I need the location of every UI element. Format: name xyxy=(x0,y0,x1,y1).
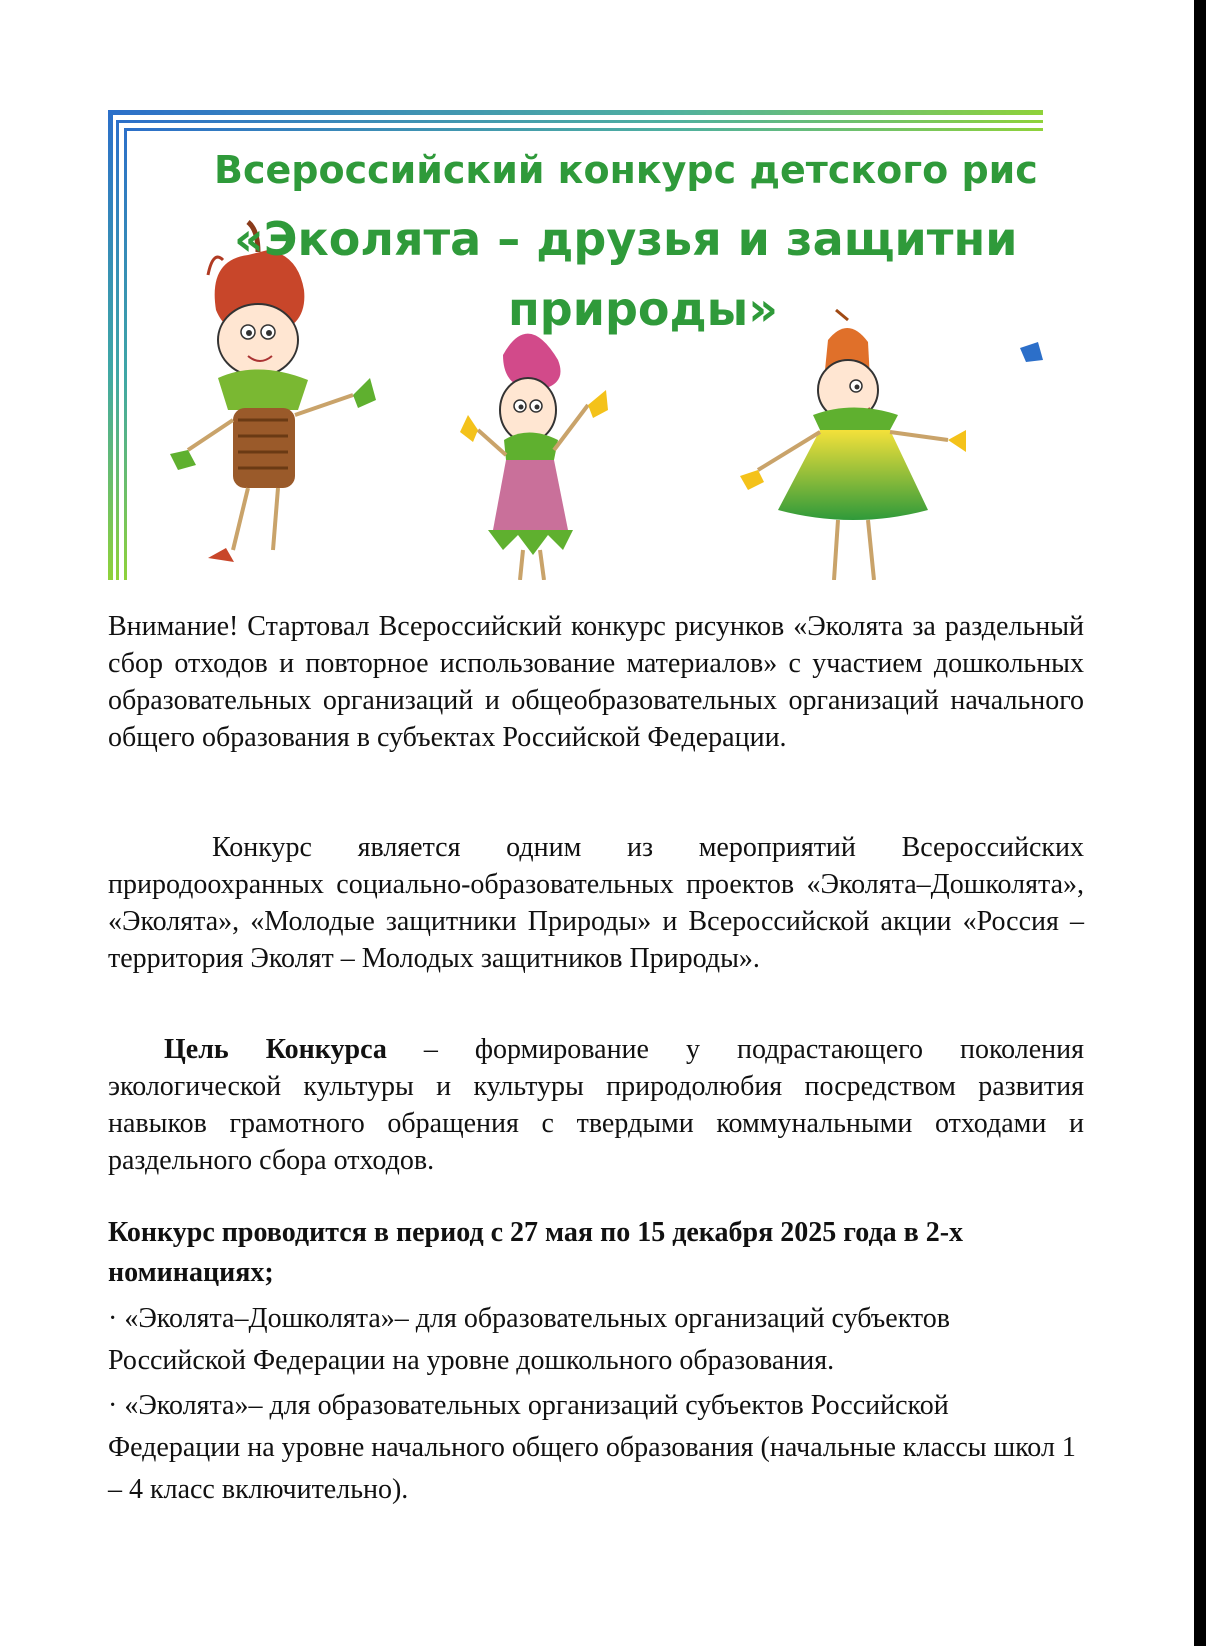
acorn-character-illustration xyxy=(170,222,376,562)
goal-label: Цель Конкурса xyxy=(164,1034,387,1065)
nomination-item-school: · «Эколята»– для образовательных организаций субъектов Российской Федерации на уровне начального общего образования (начальные классы школ 1 – 4 класс включительно). xyxy=(108,1390,1076,1505)
goal-text: – формирование у подрастающего поколения экологической культуры и культуры природолюбия посредством развития навыков грамотного обращения с твердыми коммунальными отходами и раздельного сбора отходов. xyxy=(108,1034,1085,1176)
period-paragraph: Конкурс проводится в период с 27 мая по 15 декабря 2025 года в 2-х номинациях; xyxy=(108,1217,964,1288)
goal-paragraph xyxy=(108,1031,1084,1179)
banner-subtitle-line1: «Эколята – друзья и защитни xyxy=(234,212,1018,266)
contest-banner xyxy=(108,110,1043,580)
announcement-paragraph: Внимание! Стартовал Всероссийский конкурс рисунков «Эколята за раздельный сбор отходов и повторное использование материалов» с участием дошкольных образовательных организаций и общеобразовательных организаций начального общего образования в субъектах Российской Федерации. xyxy=(108,611,1084,753)
nomination-item-preschool: · «Эколята–Дошколята»– для образовательных организаций субъектов Российской Федерации на уровне дошкольного образования. xyxy=(108,1303,951,1376)
banner-title: Всероссийский конкурс детского рис xyxy=(214,148,1038,192)
context-paragraph: Конкурс является одним из мероприятий Всероссийских природоохранных социально-образовательных проектов «Эколята–Дошколята», «Эколята», «Молодые защитники Природы» и Всероссийской акции «Россия – территория Эколят – Молодых защитников Природы». xyxy=(108,832,1084,974)
flower-girl-character-illustration xyxy=(460,334,608,580)
banner-subtitle-line2: природы» xyxy=(508,282,778,336)
leaf-girl-character-illustration xyxy=(740,310,1043,580)
